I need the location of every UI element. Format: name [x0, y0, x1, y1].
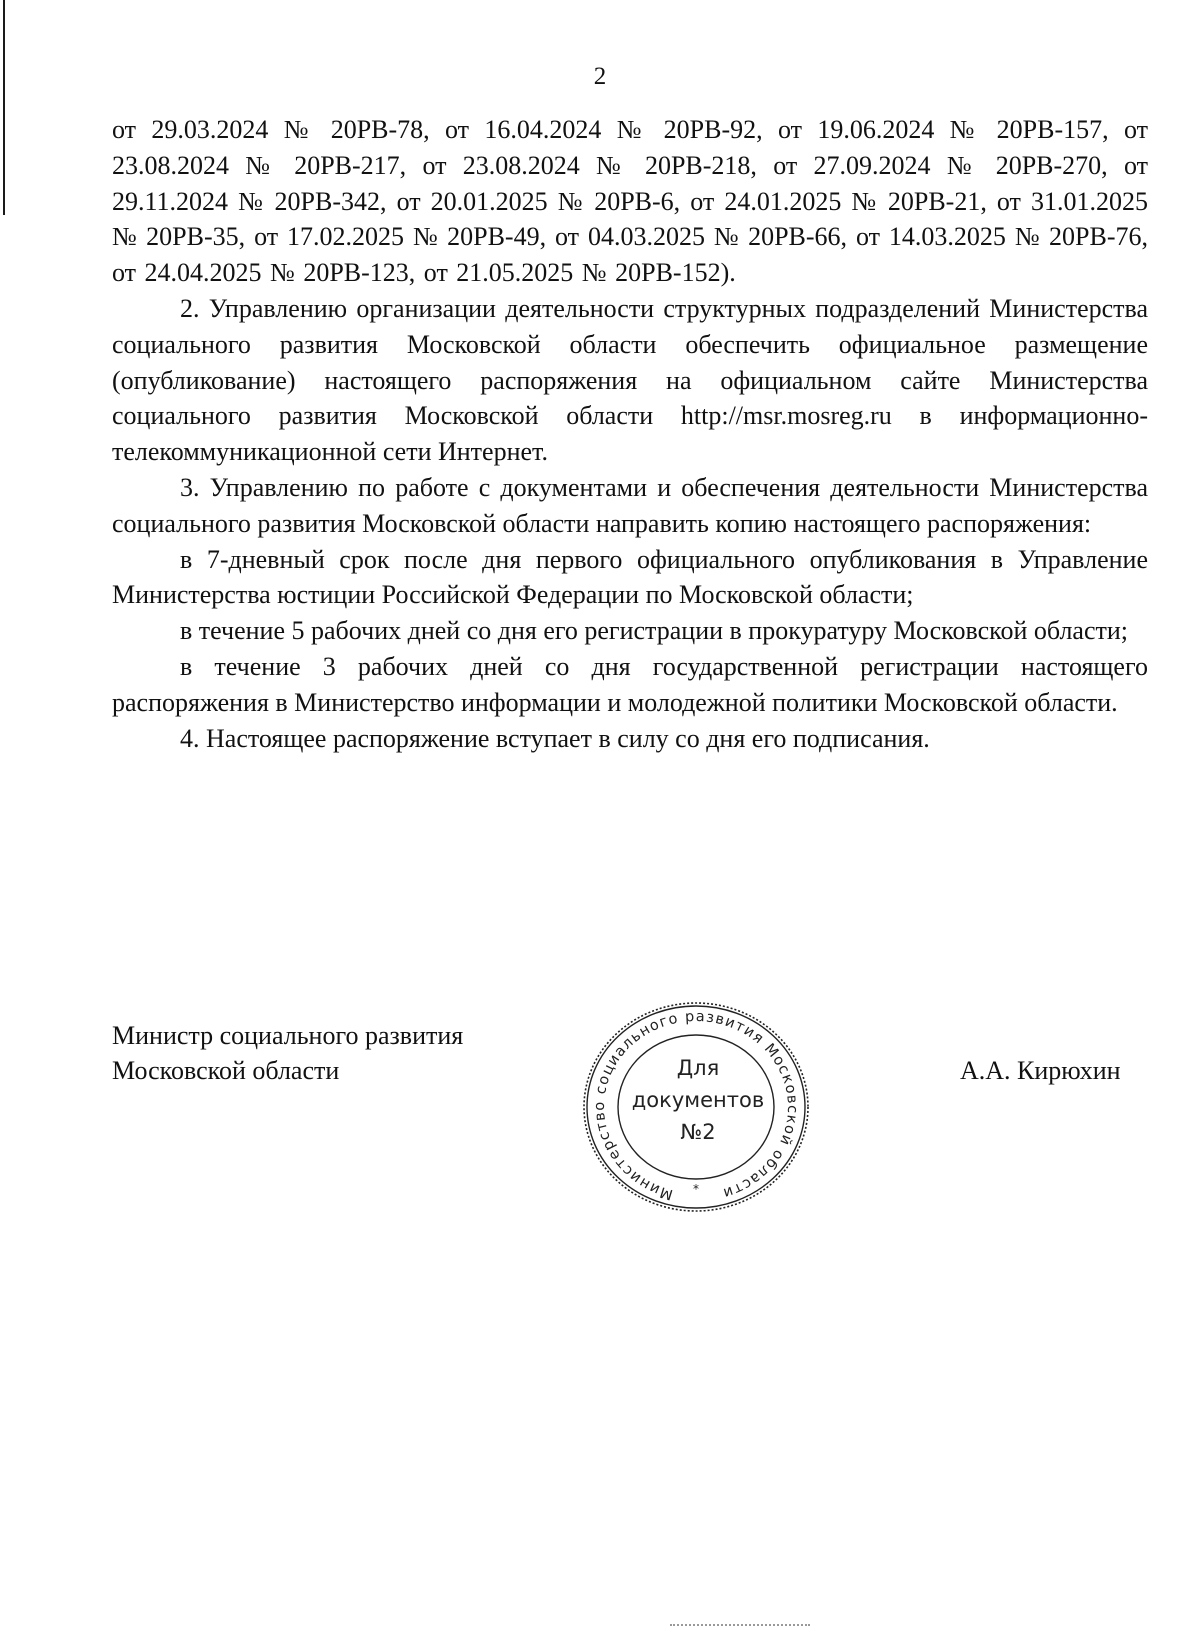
document-body	[112, 112, 1148, 756]
official-seal	[580, 995, 812, 1213]
signatory-position	[112, 1018, 463, 1088]
signatory-position-line-2: Московской области	[112, 1056, 340, 1085]
seal-center-line-2: документов	[631, 1088, 765, 1112]
scan-edge-line	[3, 0, 5, 215]
paragraph-3-item-justice: в 7-дневный срок после дня первого официального опубликования в Управление Министерства юстиции Российской Федерации по Московской области;	[112, 544, 1148, 610]
signatory-name: А.А. Кирюхин	[960, 1056, 1121, 1085]
paragraph-references: от 29.03.2024 № 20РВ-78, от 16.04.2024 № 20РВ-92, от 19.06.2024 № 20РВ-157, от 23.08.2024 № 20РВ-217, от 23.08.2024 № 20РВ-218, от 27.09.2024 № 20РВ-270, от 29.11.2024 № 20РВ-342, от 20.01.2025 № 20РВ-6, от 24.01.2025 № 20РВ-21, от 31.01.2025 № 20РВ-35, от 17.02.2025 № 20РВ-49, от 04.03.2025 № 20РВ-66, от 14.03.2025 № 20РВ-76, от 24.04.2025 № 20РВ-123, от 21.05.2025 № 20РВ-152).	[112, 115, 1148, 288]
paragraph-3-item-prosecutor: в течение 5 рабочих дней со дня его регистрации в прокуратуру Московской области;	[180, 616, 1129, 646]
page-number: 2	[593, 63, 607, 90]
paragraph-3-copies: 3. Управлению по работе с документами и обеспечения деятельности Министерства социального развития Московской области направить копию настоящего распоряжения:	[112, 472, 1148, 538]
paragraph-2-publication: 2. Управлению организации деятельности структурных подразделений Министерства социального развития Московской области обеспечить официальное размещение (опубликование) настоящего распоряжения на официальном сайте Министерства социального развития Московской области http://msr.mosreg.ru в информационно-телекоммуникационной сети Интернет.	[112, 293, 1148, 467]
signatory-position-line-1: Министр социального развития	[112, 1021, 464, 1050]
seal-star-icon: *	[693, 1182, 699, 1196]
seal-center-line-1: Для	[676, 1056, 720, 1080]
paragraph-3-item-ministry: в течение 3 рабочих дней со дня государственной регистрации настоящего распоряжения в Министерство информации и молодежной политики Московской области.	[112, 651, 1148, 717]
paragraph-4-effective: 4. Настоящее распоряжение вступает в силу со дня его подписания.	[180, 723, 930, 753]
seal-center-line-3: №2	[680, 1120, 716, 1144]
scan-artifact-dots	[670, 1624, 810, 1628]
seal-ring-text: Министерство социального развития Московской области	[591, 1008, 801, 1203]
